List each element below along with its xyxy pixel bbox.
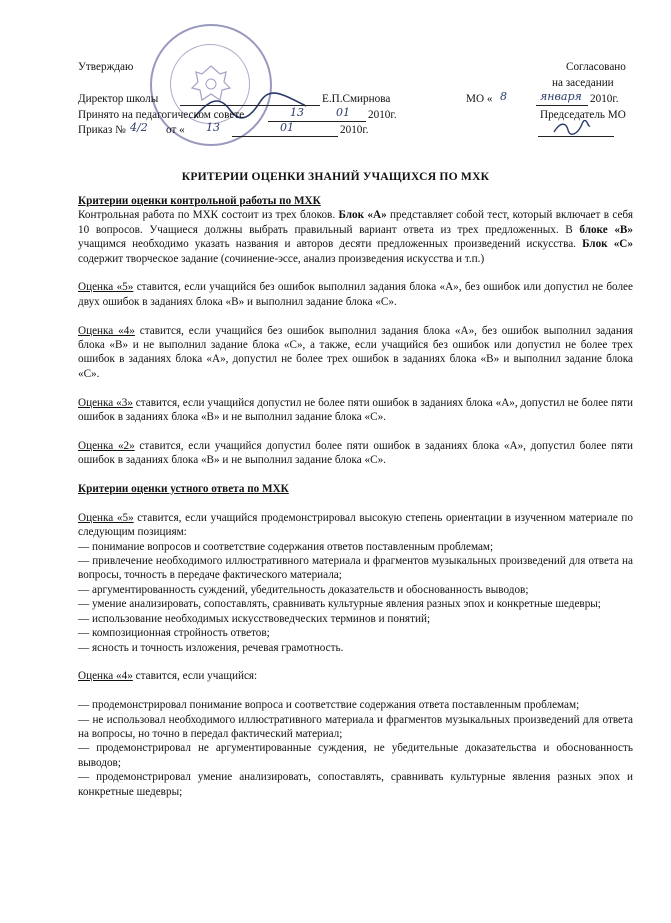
grade-label: Оценка «2» bbox=[78, 439, 135, 452]
intro-block-c: Блок «С» bbox=[582, 238, 633, 251]
accepted-prefix: Принято на педагогическом совете bbox=[78, 109, 245, 121]
list-item-text: продемонстрировал не аргументированные суждения, не убедительные доказательства и обоснованность выводов; bbox=[78, 742, 634, 769]
director-line bbox=[78, 92, 158, 106]
grade-label: Оценка «5» bbox=[78, 281, 134, 294]
list-item bbox=[78, 641, 633, 655]
grade-text: ставится, если учащийся продемонстрировал высокую степень ориентации в изученном материале по следующим позициям: bbox=[78, 511, 633, 539]
list-item-text: композиционная стройность ответов; bbox=[91, 627, 270, 640]
grade-text: ставится, если учащийся допустил не более пяти ошибок в заданиях блока «А», допустил не более пяти ошибок в заданиях блока «В» и не выполнил задание блока «С». bbox=[78, 396, 633, 424]
grade-label: Оценка «3» bbox=[78, 396, 133, 409]
mo-line bbox=[536, 105, 588, 106]
dash-marker: — bbox=[78, 742, 90, 755]
grade-text: ставится, если учащийся без ошибок выполнил задания блока «А», без ошибок выполнил задания блока «В» и не выполнил задание блока «С», а также, если учащийся без ошибок или допустил не более трех ошибок в заданиях блока «А», допустил не более трех ошибок в заданиях блока «В» и выполнил задание блока «С». bbox=[78, 324, 633, 380]
dash-marker: — bbox=[78, 699, 90, 712]
order-day: 13 bbox=[206, 121, 220, 134]
page-title: КРИТЕРИИ ОЦЕНКИ ЗНАНИЙ УЧАЩИХСЯ ПО МХК bbox=[181, 170, 490, 183]
intro-text-1: Контрольная работа по МХК состоит из трех блоков. bbox=[78, 209, 339, 222]
dash-marker: — bbox=[78, 583, 90, 596]
accepted-year: 2010г. bbox=[368, 109, 397, 121]
order-year: 2010г. bbox=[340, 124, 369, 136]
list-item bbox=[78, 583, 633, 597]
mo-year: 2010г. bbox=[590, 93, 619, 105]
oral-grade-4-paragraph bbox=[78, 669, 633, 683]
list-item-text: продемонстрировал умение анализировать, сопоставлять, сравнивать культурные явления разных эпох и конкретные шедевры; bbox=[78, 771, 633, 798]
grade-3-paragraph bbox=[78, 396, 633, 425]
list-item bbox=[78, 540, 633, 554]
mo-prefix: МО « bbox=[466, 93, 493, 105]
chair-label: Председатель МО bbox=[540, 109, 626, 121]
list-item-text: продемонстрировал понимание вопроса и соответствие содержания ответа поставленным проблемам; bbox=[91, 699, 580, 712]
list-item bbox=[78, 770, 633, 799]
dash-marker: — bbox=[78, 627, 90, 640]
approve-label: Утверждаю bbox=[78, 61, 134, 73]
list-item-text: понимание вопросов и соответствие содержания ответов поставленным проблемам; bbox=[91, 540, 494, 553]
grade-label: Оценка «5» bbox=[78, 511, 134, 524]
grade-label: Оценка «4» bbox=[78, 670, 133, 683]
document-body bbox=[78, 194, 633, 799]
intro-block-b: блоке «В» bbox=[579, 223, 633, 236]
section2-heading: Критерии оценки устного ответа по МХК bbox=[78, 483, 289, 496]
intro-text-2: представляет собой тест, который включает в себя 10 вопросов. Учащиеся должны выбрать правильный вариант ответа из трех предложенных. В bbox=[78, 209, 633, 236]
mo-month: января bbox=[540, 90, 582, 103]
dash-marker: — bbox=[78, 641, 90, 654]
dash-marker: — bbox=[78, 771, 90, 784]
dash-marker: — bbox=[78, 598, 90, 611]
dash-marker: — bbox=[78, 713, 90, 726]
grade-4-paragraph bbox=[78, 324, 633, 382]
chair-sign-line bbox=[538, 136, 614, 137]
grade-text: ставится, если учащийся допустил более пяти ошибок в заданиях блока «А», допустил более пяти ошибок в заданиях блока «В» и не выполнил задание блока «С». bbox=[78, 439, 633, 467]
list-item-text: привлечение необходимого иллюстративного материала и фрагментов музыкальных произведений для ответа на вопросы, точность в передаче фактического материала; bbox=[78, 555, 634, 582]
order-month: 01 bbox=[280, 121, 294, 134]
agreed-label: Согласовано bbox=[566, 61, 626, 73]
mo-day: 8 bbox=[500, 90, 507, 103]
grade-2-paragraph bbox=[78, 439, 633, 468]
order-from: от « bbox=[166, 124, 185, 136]
list-item-text: ясность и точность изложения, речевая грамотность. bbox=[91, 641, 344, 654]
grade-label: Оценка «4» bbox=[78, 324, 135, 337]
director-name: Е.П.Смирнова bbox=[322, 93, 391, 105]
oral-grade-5-paragraph bbox=[78, 511, 633, 540]
dash-marker: — bbox=[78, 540, 90, 553]
chair-signature bbox=[552, 120, 592, 136]
list-item bbox=[78, 612, 633, 626]
intro-text-3: учащимся необходимо указать названия и авторов десяти предложенных произведений искусства. bbox=[78, 238, 583, 251]
director-prefix: Директор школы bbox=[78, 93, 159, 105]
dash-marker: — bbox=[78, 555, 90, 568]
at-meeting-label: на заседании bbox=[552, 77, 614, 89]
list-item bbox=[78, 597, 633, 611]
order-line bbox=[232, 136, 338, 137]
list-item-text: не использовал необходимого иллюстративного материала и фрагментов музыкальных произведений для ответа на вопросы, но точно в передал фактический материал; bbox=[78, 713, 634, 740]
intro-block-a: Блок «А» bbox=[338, 209, 387, 222]
list-item bbox=[78, 698, 633, 712]
list-item bbox=[78, 554, 633, 583]
grade-text: ставится, если учащийся: bbox=[132, 670, 258, 683]
section1-heading: Критерии оценки контрольной работы по МХК bbox=[78, 195, 321, 207]
list-item-text: умение анализировать, сопоставлять, сравнивать культурные явления разных эпох и конкретные шедевры; bbox=[91, 598, 601, 611]
intro-text-4: содержит творческое задание (сочинение-эссе, анализ произведения искусства и т.п.) bbox=[78, 252, 485, 265]
order-prefix: Приказ № bbox=[78, 124, 126, 136]
grade-5-paragraph bbox=[78, 280, 633, 309]
list-item-text: использование необходимых искусствоведческих терминов и понятий; bbox=[91, 612, 431, 625]
order-number: 4/2 bbox=[130, 121, 148, 134]
grade-text: ставится, если учащийся без ошибок выполнил задания блока «А», без ошибок или допустил не более двух ошибок в заданиях блока «В» и выполнил задание блока «С». bbox=[78, 281, 633, 308]
list-item bbox=[78, 626, 633, 640]
accepted-month: 01 bbox=[336, 106, 350, 119]
accepted-day: 13 bbox=[290, 106, 304, 119]
dash-marker: — bbox=[78, 612, 90, 625]
list-item bbox=[78, 741, 633, 770]
list-item bbox=[78, 713, 633, 742]
section1-intro bbox=[78, 208, 633, 266]
list-item-text: аргументированность суждений, убедительность доказательств и обоснованность выводов; bbox=[91, 583, 529, 596]
